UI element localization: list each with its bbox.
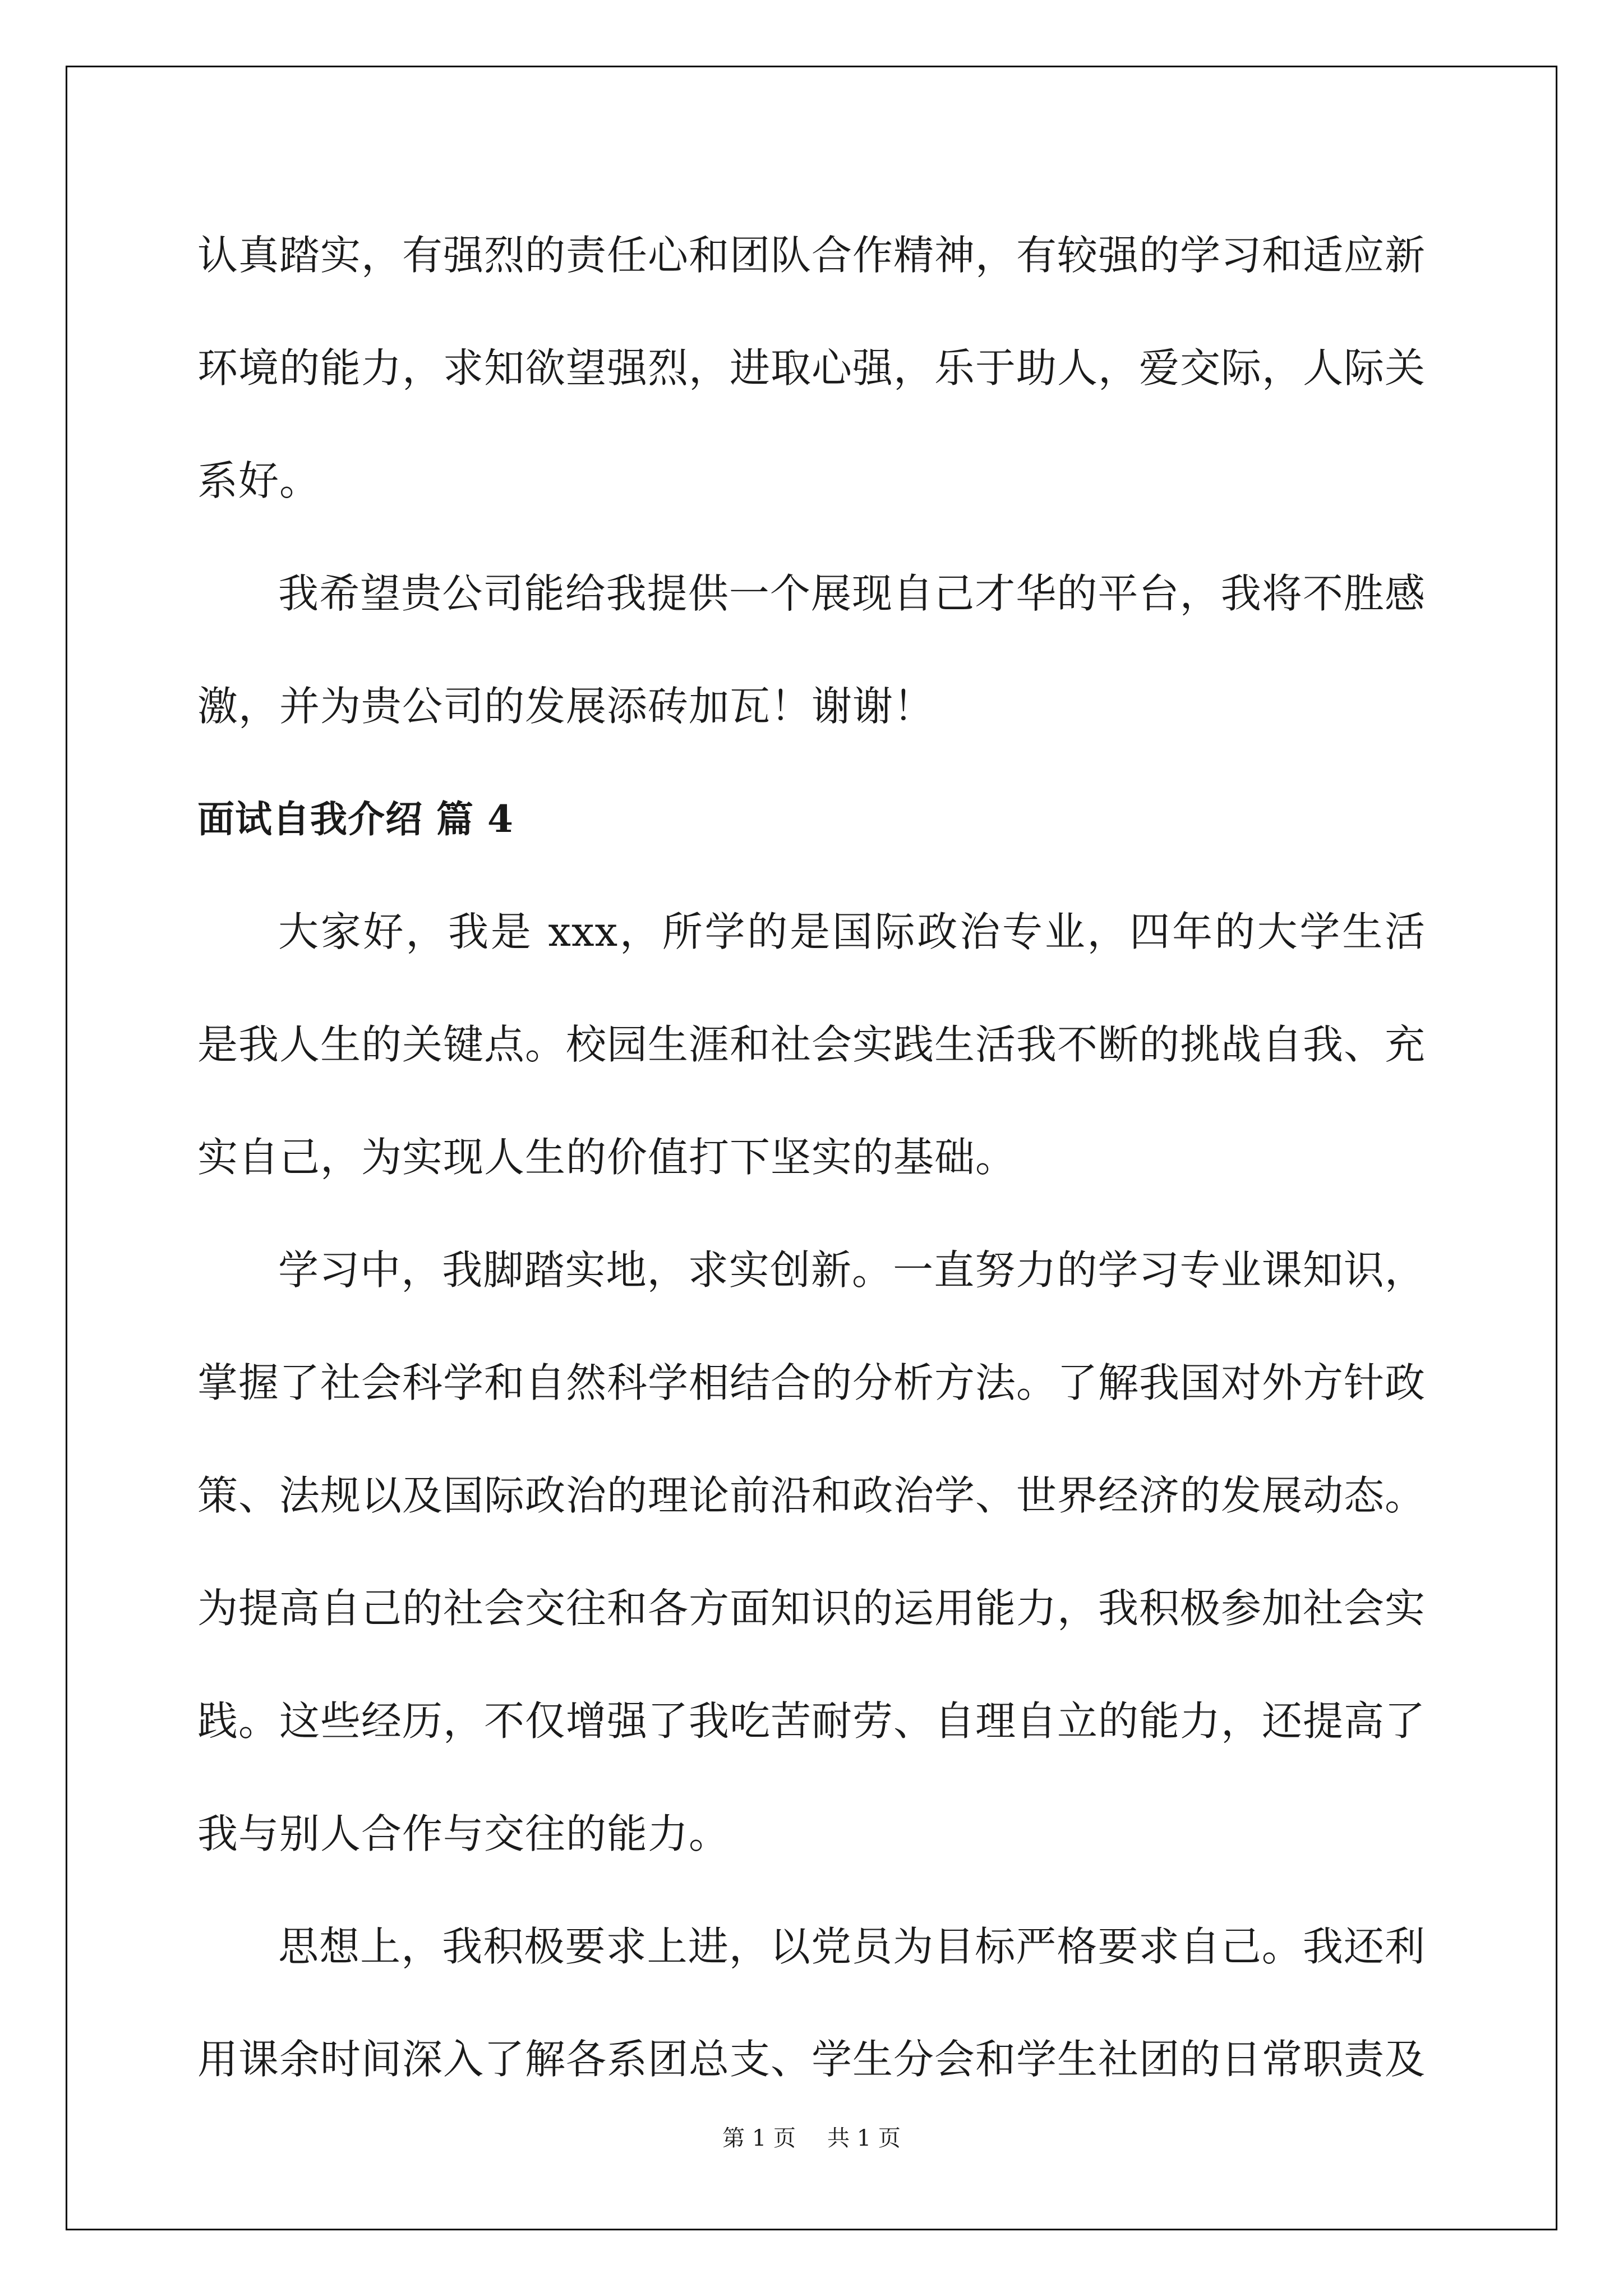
page-total: 共 1 页 bbox=[827, 2125, 901, 2151]
paragraph-5: 思想上，我积极要求上进，以党员为目标严格要求自己。我还利用课余时间深入了解各系团总支、学生分会和学生社团的日常职责及 bbox=[197, 1923, 1426, 2083]
paragraph-3: 大家好，我是 xxx，所学的是国际政治专业，四年的大学生活是我人生的关键点。校园生涯和社会实践生活我不断的挑战自我、充实自己，为实现人生的价值打下坚实的基础。 bbox=[197, 908, 1426, 1181]
section-heading: 面试自我介绍 篇 4 bbox=[197, 797, 514, 841]
paragraph-2: 我希望贵公司能给我提供一个展现自己才华的平台，我将不胜感激，并为贵公司的发展添砖加瓦！谢谢！ bbox=[197, 570, 1426, 730]
document-body bbox=[197, 199, 1426, 2116]
page-footer bbox=[0, 2120, 1623, 2152]
paragraph-1: 认真踏实，有强烈的责任心和团队合作精神，有较强的学习和适应新环境的能力，求知欲望强烈，进取心强，乐于助人，爱交际，人际关系好。 bbox=[197, 232, 1426, 504]
paragraph-4: 学习中，我脚踏实地，求实创新。一直努力的学习专业课知识，掌握了社会科学和自然科学相结合的分析方法。了解我国对外方针政策、法规以及国际政治的理论前沿和政治学、世界经济的发展动态。为提高自己的社会交往和各方面知识的运用能力，我积极参加社会实践。这些经历，不仅增强了我吃苦耐劳、自理自立的能力，还提高了我与别人合作与交往的能力。 bbox=[197, 1246, 1426, 1857]
page-number: 第 1 页 bbox=[722, 2125, 796, 2151]
